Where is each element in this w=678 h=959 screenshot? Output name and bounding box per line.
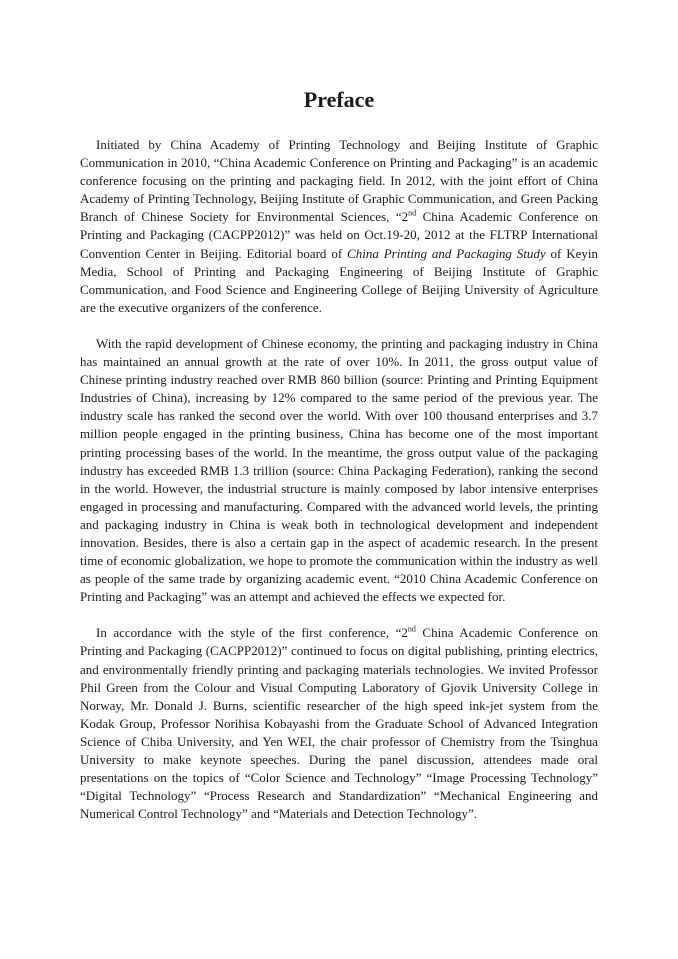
paragraph-1-text-c: of Keyin Media, School of Printing and Packaging Engineering of Beijing Institute of Graphic Communication, and Food Science and Engineering College of Beijing University of Agriculture are the executive organizers of the conference.	[80, 245, 598, 315]
document-page	[80, 86, 598, 841]
publication-title: China Printing and Packaging Study	[347, 245, 546, 261]
paragraph-1-text-b: China Academic Conference on Printing and Packaging (CACPP2012)” was held on Oct.19-20, 2012 at the FLTRP International Convention Center in Beijing. Editorial board of	[80, 209, 598, 261]
paragraph-introduction	[80, 136, 598, 317]
paragraph-3-text-b: China Academic Conference on Printing and Packaging (CACPP2012)” continued to focus on digital publishing, printing electrics, and environmentally friendly printing and packaging materials technologies. We invited Professor Phil Green from the Colour and Visual Computing Laboratory of Gjovik University College in Norway, Mr. Donald J. Burns, scientific researcher of the high speed ink-jet system from the Kodak Group, Professor Norihisa Kobayashi from the Graduate School of Advanced Integration Science of Chiba University, and Yen WEI, the chair professor of Chemistry from the Tsinghua University to make keynote speeches. During the panel discussion, attendees made oral presentations on the topics of “Color Science and Technology” “Image Processing Technology” “Digital Technology” “Process Research and Standardization” “Mechanical Engineering and Numerical Control Technology” and “Materials and Detection Technology”.	[80, 625, 598, 822]
paragraph-conference-content	[80, 624, 598, 823]
ordinal-superscript: nd	[408, 209, 417, 219]
page-title: Preface	[303, 87, 375, 112]
paragraph-3-text-a: In accordance with the style of the first conference, “2	[96, 625, 408, 641]
paragraph-industry-background: With the rapid development of Chinese economy, the printing and packaging industry in China has maintained an annual growth at the rate of over 10%. In 2011, the gross output value of Chinese printing industry reached over RMB 860 billion (source: Printing and Printing Equipment Industries of China), increasing by 12% compared to the same period of the previous year. The industry scale has ranked the second over the world. With over 100 thousand enterprises and 3.7 million people engaged in the printing business, China has become one of the most important printing processing bases of the world. In the meantime, the gross output value of the packaging industry has exceeded RMB 1.3 trillion (source: China Packaging Federation), ranking the second in the world. However, the industrial structure is mainly composed by labor intensive enterprises engaged in processing and manufacturing. Compared with the advanced world levels, the printing and packaging industry in China is weak both in technological development and independent innovation. Besides, there is also a certain gap in the aspect of academic research. In the present time of economic globalization, we hope to promote the communication within the industry as well as people of the same trade by organizing academic event. “2010 China Academic Conference on Printing and Packaging” was an attempt and achieved the effects we expected for.	[80, 335, 598, 605]
paragraph-1-text-a: Initiated by China Academy of Printing Technology and Beijing Institute of Graphic Communication in 2010, “China Academic Conference on Printing and Packaging” is an academic conference focusing on the printing and packaging field. In 2012, with the joint effort of China Academy of Printing Technology, Beijing Institute of Graphic Communication, and Green Packing Branch of Chinese Society for Environmental Sciences, “2	[80, 137, 598, 225]
ordinal-superscript: nd	[407, 625, 416, 635]
